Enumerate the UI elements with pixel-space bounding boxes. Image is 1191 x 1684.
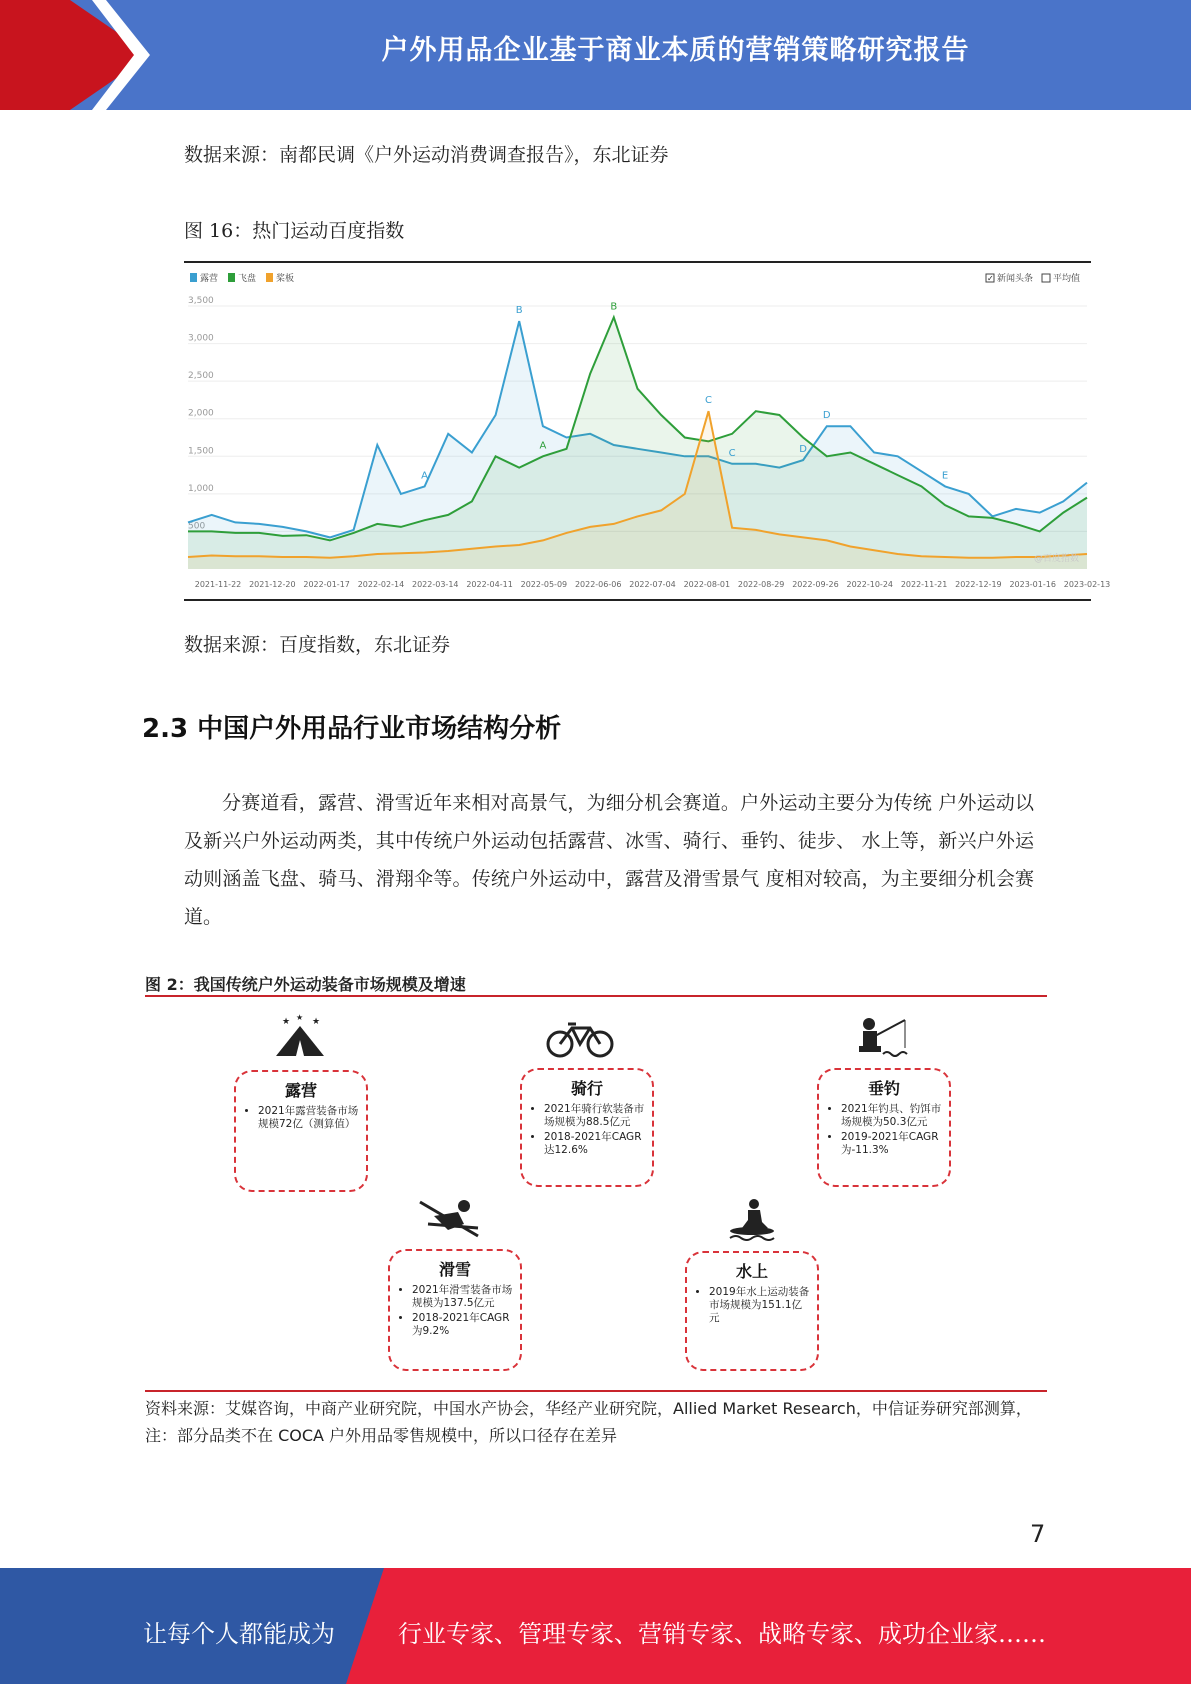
x-tick-label: 2022-05-09: [520, 580, 568, 589]
annotation-label: E: [941, 470, 949, 482]
svg-text:★: ★: [296, 1013, 304, 1022]
x-tick-label: 2023-02-13: [1063, 580, 1111, 589]
option-label: 平均值: [1053, 274, 1081, 284]
x-tick-label: 2022-11-21: [900, 580, 948, 589]
box-item: • 2019-2021年CAGR为-11.3%: [841, 1131, 943, 1157]
box-title: 垂钓: [867, 1079, 900, 1098]
legend-swatch: [266, 273, 273, 282]
y-tick-label: 3,000: [188, 333, 214, 344]
skier-icon: [418, 1198, 482, 1240]
surf-icon: [728, 1198, 776, 1242]
figure-2-bottom-rule: [145, 1390, 1047, 1392]
fishing-icon: [855, 1016, 913, 1060]
annotation-label: B: [515, 305, 523, 317]
box-item: • 2019年水上运动装备市场规模为151.1亿元: [709, 1286, 811, 1325]
box-item: • 2021年滑雪装备市场规模为137.5亿元: [412, 1284, 514, 1310]
legend-swatch: [190, 273, 197, 282]
figure-2-title: 图 2：我国传统户外运动装备市场规模及增速: [145, 975, 466, 994]
legend-label: 飞盘: [238, 274, 257, 284]
legend-label: 桨板: [276, 274, 295, 284]
svg-text:★: ★: [282, 1017, 291, 1027]
box-item: • 2021年骑行软装备市场规模为88.5亿元: [544, 1103, 646, 1129]
annotation-label: A: [539, 440, 547, 452]
y-tick-label: 1,500: [188, 446, 214, 457]
source-note-1: 数据来源：南都民调《户外运动消费调查报告》，东北证券: [184, 144, 669, 166]
x-tick-label: 2022-08-29: [737, 580, 785, 589]
box-cycling: [520, 1068, 654, 1187]
box-camping: [234, 1070, 368, 1192]
x-tick-label: 2021-11-22: [194, 580, 242, 589]
x-tick-label: 2022-09-26: [792, 580, 839, 589]
box-skiing: [388, 1249, 522, 1371]
x-tick-label: 2022-08-01: [683, 580, 731, 589]
x-tick-label: 2022-03-14: [412, 580, 459, 589]
checkmark-icon: ✓: [987, 274, 994, 283]
y-tick-label: 3,500: [188, 296, 214, 307]
annotation-label: A: [421, 470, 429, 482]
svg-text:★: ★: [312, 1017, 321, 1027]
annotation-label: C: [704, 395, 712, 407]
x-tick-label: 2023-01-16: [1009, 580, 1056, 589]
box-item: • 2018-2021年CAGR达12.6%: [544, 1131, 646, 1157]
y-tick-label: 2,500: [188, 371, 214, 382]
box-title: 骑行: [570, 1079, 603, 1098]
x-tick-label: 2022-06-06: [574, 580, 622, 589]
figure-16-caption: 图 16：热门运动百度指数: [184, 220, 405, 242]
box-fishing: [817, 1068, 951, 1187]
x-tick-label: 2022-01-17: [303, 580, 350, 589]
box-item: • 2018-2021年CAGR为9.2%: [412, 1312, 514, 1338]
y-tick-label: 2,000: [188, 408, 214, 419]
annotation-label: D: [799, 444, 807, 456]
box-title: 水上: [735, 1262, 768, 1281]
page-footer: [0, 1568, 1191, 1684]
baidu-index-chart: [184, 261, 1111, 601]
chart-svg: [184, 263, 1111, 597]
bicycle-icon: [546, 1018, 614, 1058]
x-tick-label: 2022-07-04: [629, 580, 676, 589]
box-title: 滑雪: [438, 1260, 471, 1279]
report-title: 户外用品企业基于商业本质的营销策略研究报告: [381, 35, 970, 66]
x-tick-label: 2022-04-11: [466, 580, 513, 589]
annotation-label: C: [728, 447, 736, 459]
legend-label: 露营: [200, 274, 219, 284]
footer-slogan-left: 让每个人都能成为: [143, 1620, 335, 1648]
box-item: • 2021年露营装备市场规模72亿（测算值）: [258, 1105, 360, 1131]
box-water-sports: [685, 1251, 819, 1371]
figure-2-source: 资料来源：艾媒咨询，中商产业研究院，中国水产协会，华经产业研究院，Allied Market Research，中信证券研究部测算，注：部分品类不在 COCA 户外用品零售规模中，所以口径存在差异: [145, 1399, 1032, 1445]
figure-2-top-rule: [145, 995, 1047, 997]
watermark: @百度指数: [1034, 554, 1080, 564]
box-item: • 2021年钓具、钓饵市场规模为50.3亿元: [841, 1103, 943, 1129]
source-note-2: 数据来源：百度指数，东北证券: [184, 634, 451, 656]
option-checkbox: [1042, 274, 1050, 282]
x-tick-label: 2022-10-24: [846, 580, 893, 589]
page-number: 7: [1030, 1520, 1046, 1548]
x-tick-label: 2022-02-14: [357, 580, 405, 589]
page-header: [0, 0, 1191, 110]
annotation-label: D: [822, 410, 831, 422]
x-tick-label: 2021-12-20: [249, 580, 296, 589]
footer-slogan-right: 行业专家、管理专家、营销专家、战略专家、成功企业家……: [398, 1620, 1046, 1648]
box-title: 露营: [284, 1081, 317, 1100]
section-heading: 2.3 中国户外用品行业市场结构分析: [142, 714, 562, 744]
x-tick-label: 2022-12-19: [955, 580, 1002, 589]
legend-swatch: [228, 273, 235, 282]
annotation-label: B: [610, 301, 618, 313]
tent-icon: [272, 1012, 328, 1060]
y-tick-label: 1,000: [188, 483, 214, 494]
body-paragraph: 分赛道看，露营、滑雪近年来相对高景气，为细分机会赛道。户外运动主要分为传统 户外运动以及新兴户外运动两类，其中传统户外运动包括露营、冰雪、骑行、垂钓、徒步、 水上等，新兴户外运动则涵盖飞盘、骑马、滑翔伞等。传统户外运动中，露营及滑雪景气 度相对较高，为主要细分机会赛道。: [184, 792, 1034, 928]
option-label: 新闻头条: [997, 274, 1034, 284]
